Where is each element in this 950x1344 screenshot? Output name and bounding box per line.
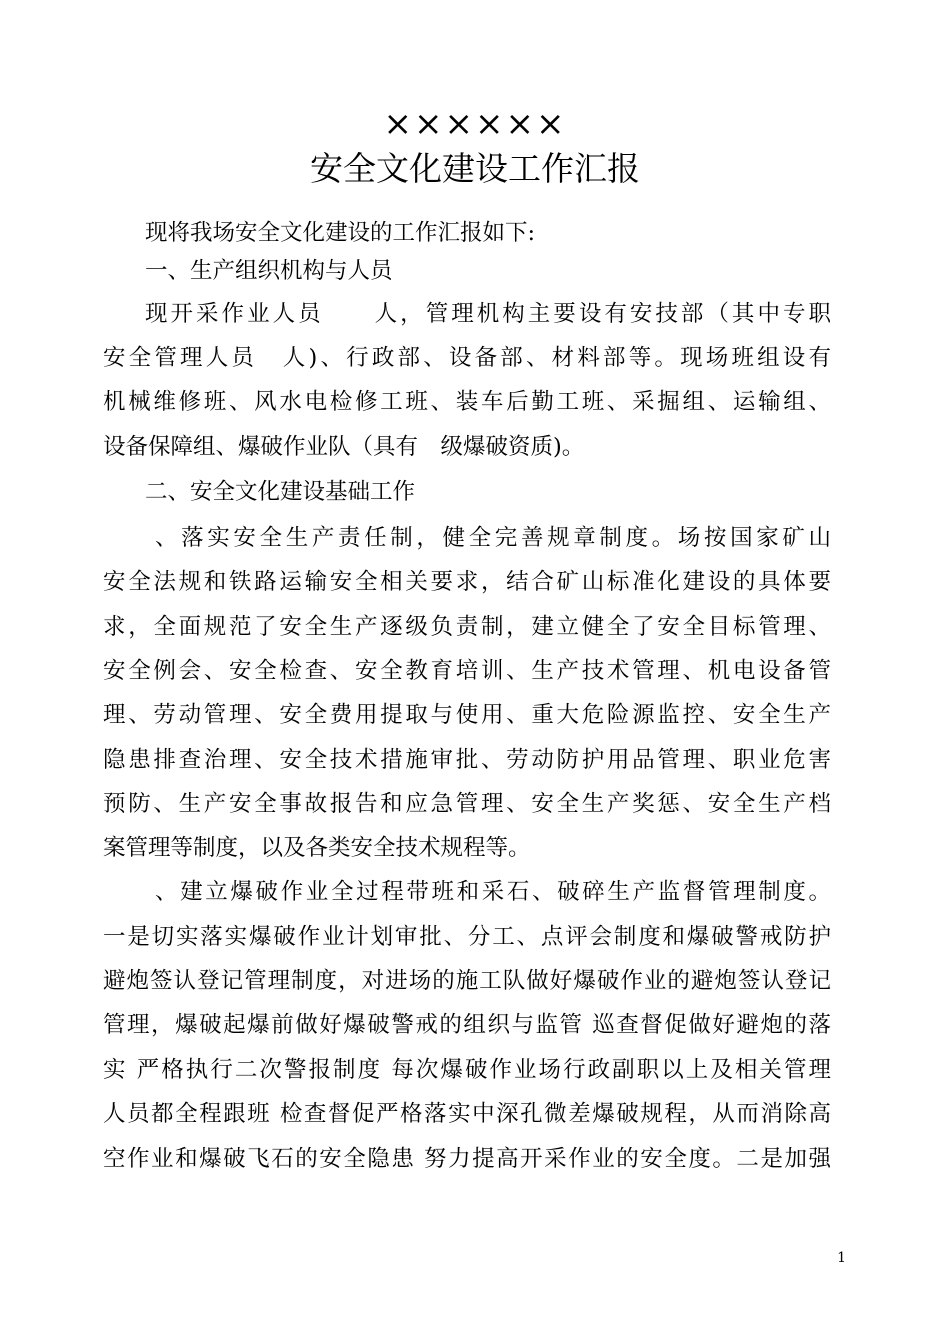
paragraph-line: 求，全面规范了安全生产逐级负责制，建立健全了安全目标管理、 <box>103 614 831 640</box>
paragraph-line: 安全例会、安全检查、安全教育培训、生产技术管理、机电设备管 <box>103 658 831 684</box>
paragraph-line: 现开采作业人员 人，管理机构主要设有安技部（其中专职 <box>145 301 831 327</box>
section-heading-1: 一、生产组织机构与人员 <box>145 258 393 284</box>
paragraph-line: 、落实安全生产责任制，健全完善规章制度。场按国家矿山 <box>155 525 831 551</box>
document-title: 安全文化建设工作汇报 <box>310 149 640 188</box>
paragraph-line: 人员都全程跟班 检查督促严格落实中深孔微差爆破规程，从而消除高 <box>103 1101 831 1127</box>
paragraph-line: 安全法规和铁路运输安全相关要求，结合矿山标准化建设的具体要 <box>103 569 831 595</box>
paragraph-line: 理、劳动管理、安全费用提取与使用、重大危险源监控、安全生产 <box>103 702 831 728</box>
section-heading-2: 二、安全文化建设基础工作 <box>145 479 416 505</box>
page-number: 1 <box>837 1250 846 1266</box>
paragraph-line: 隐患排查治理、安全技术措施审批、劳动防护用品管理、职业危害 <box>103 747 831 773</box>
document-title-line1: ×××××× <box>383 104 567 144</box>
paragraph-line: 机械维修班、风水电检修工班、装车后勤工班、采掘组、运输组、 <box>103 389 831 415</box>
paragraph-line: 案管理等制度，以及各类安全技术规程等。 <box>103 835 531 861</box>
paragraph-line: 避炮签认登记管理制度，对进场的施工队做好爆破作业的避炮签认登记 <box>103 968 831 994</box>
paragraph-line: 设备保障组、爆破作业队（具有 级爆破资质)。 <box>103 434 585 460</box>
paragraph-line: 安全管理人员 人)、行政部、设备部、材料部等。现场班组设有 <box>103 345 831 371</box>
paragraph-line: 管理，爆破起爆前做好爆破警戒的组织与监管 巡查督促做好避炮的落 <box>103 1012 831 1038</box>
paragraph-line: 一是切实落实爆破作业计划审批、分工、点评会制度和爆破警戒防护 <box>103 924 831 950</box>
intro-paragraph: 现将我场安全文化建设的工作汇报如下: <box>145 220 536 246</box>
paragraph-line: 预防、生产安全事故报告和应急管理、安全生产奖惩、安全生产档 <box>103 791 831 817</box>
paragraph-line: 空作业和爆破飞石的安全隐患 努力提高开采作业的安全度。二是加强 <box>103 1146 831 1172</box>
paragraph-line: 实 严格执行二次警报制度 每次爆破作业场行政副职以上及相关管理 <box>103 1057 831 1083</box>
paragraph-line: 、建立爆破作业全过程带班和采石、破碎生产监督管理制度。 <box>155 879 831 905</box>
